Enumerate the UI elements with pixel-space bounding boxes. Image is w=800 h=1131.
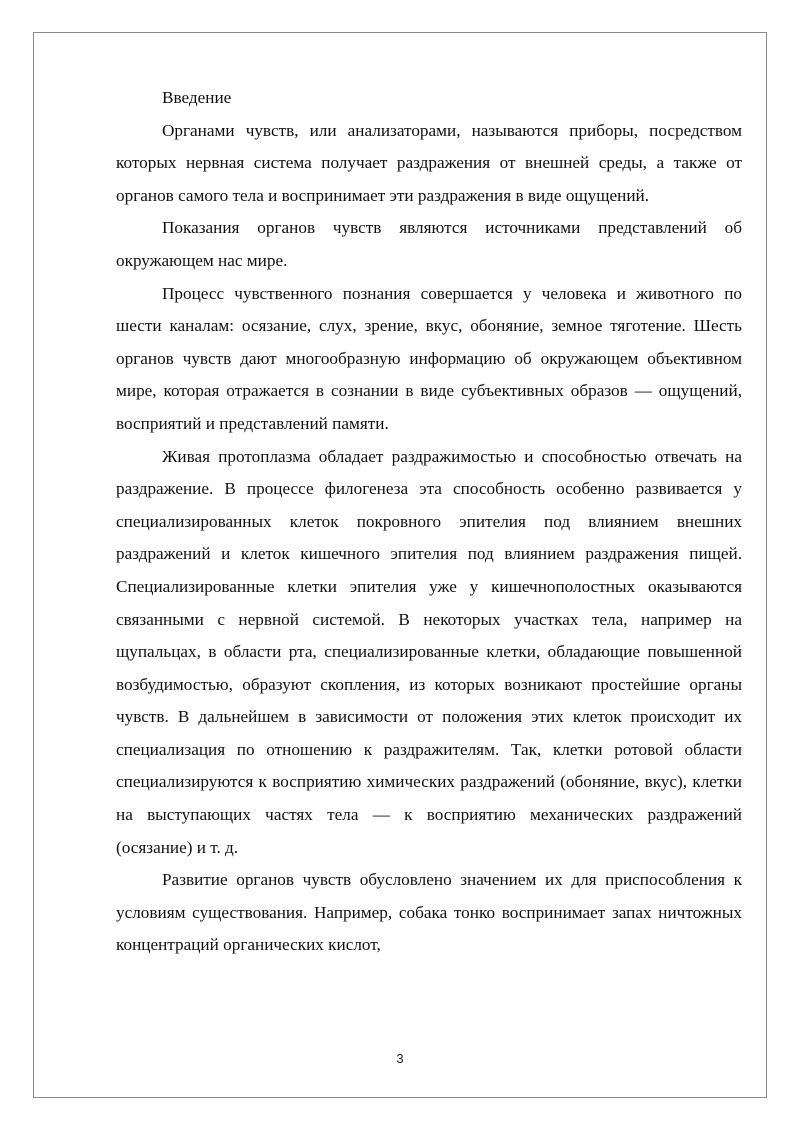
document-body [116,82,742,962]
paragraph-4: Живая протоплазма обладает раздражимостью и способностью отвечать на раздражение. В процессе филогенеза эта способность особенно развивается у специализированных клеток покровного эпителия под влиянием внешних раздражений и клеток кишечного эпителия под влиянием раздражения пищей. Специализированные клетки эпителия уже у кишечнополостных оказываются связанными с нервной системой. В некоторых участках тела, например на щупальцах, в области рта, специализированные клетки, обладающие повышенной возбудимостью, образуют скопления, из которых возникают простейшие органы чувств. В дальнейшем в зависимости от положения этих клеток происходит их специализация по отношению к раздражителям. Так, клетки ротовой области специализируются к восприятию химических раздражений (обоняние, вкус), клетки на выступающих частях тела — к восприятию механических раздражений (осязание) и т. д. [116,446,742,857]
paragraph-2: Показания органов чувств являются источниками представлений об окружающем нас мире. [116,218,742,270]
paragraph-1: Органами чувств, или анализаторами, называются приборы, посредством которых нервная система получает раздражения от внешней среды, а также от органов самого тела и воспринимает эти раздражения в виде ощущений. [116,120,742,205]
paragraph-5: Развитие органов чувств обусловлено значением их для приспособления к условиям существования. Например, собака тонко воспринимает запах ничтожных концентраций органических кислот, [116,870,742,955]
paragraph-3: Процесс чувственного познания совершается у человека и животного по шести каналам: осязание, слух, зрение, вкус, обоняние, земное тяготение. Шесть органов чувств дают многообразную информацию об окружающем объективном мире, которая отражается в сознании в виде субъективных образов — ощущений, восприятий и представлений памяти. [116,283,742,433]
section-heading: Введение [162,88,232,107]
page-number: 3 [396,1051,404,1066]
